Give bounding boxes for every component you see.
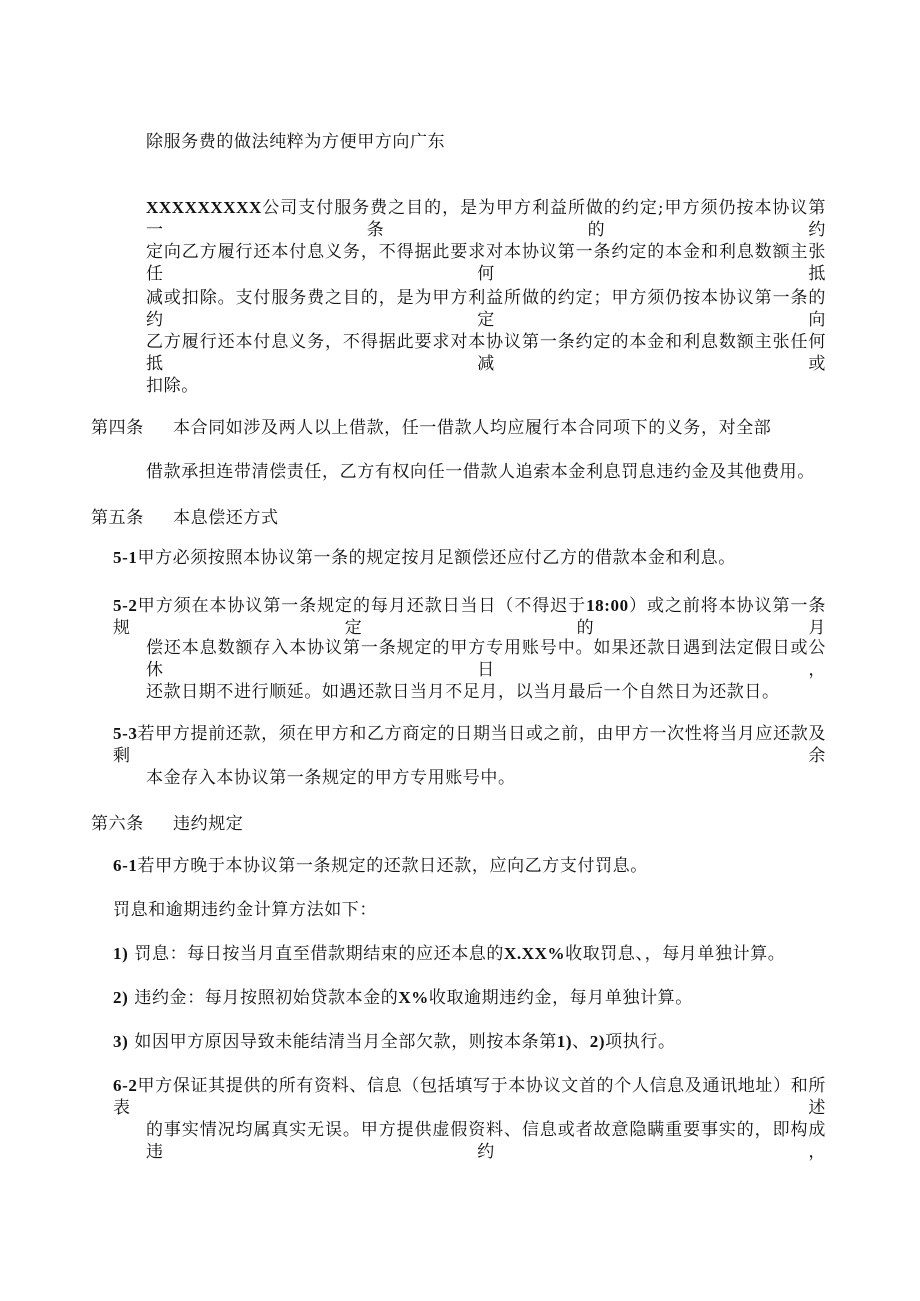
paragraph-line: 偿还本息数额存入本协议第一条规定的甲方专用账号中。如果还款日遇到法定假日或公休日， — [146, 638, 826, 680]
paragraph-line: 乙方履行还本付息义务，不得据此要求对本协议第一条约定的本金和利息数额主张任何抵减或 — [146, 332, 826, 374]
clause-number: 5-3 — [113, 724, 138, 743]
item-number: 2) — [113, 988, 129, 1007]
list-item: 3) 如因甲方原因导致未能结清当月全部欠款，则按本条第1)、2)项执行。 — [113, 1032, 676, 1052]
rate-value: X.XX% — [504, 944, 566, 963]
item-number: 1) — [113, 944, 129, 963]
item-number: 3) — [113, 1032, 129, 1051]
article-label: 第六条 — [91, 814, 144, 834]
calc-method-line: 罚息和逾期违约金计算方法如下： — [113, 900, 377, 920]
paragraph-line: 定向乙方履行还本付息义务，不得据此要求对本协议第一条约定的本金和利息数额主张任何抵 — [146, 242, 826, 284]
clause-number: 5-1 — [113, 548, 138, 567]
clause-number: 6-2 — [113, 1076, 138, 1095]
paragraph-line: XXXXXXXXX公司支付服务费之目的，是为甲方利益所做的约定;甲方须仍按本协议第一条的约 — [146, 198, 826, 240]
article-title: 本息偿还方式 — [173, 508, 279, 528]
intro-line: 除服务费的做法纯粹为方便甲方向广东 — [146, 132, 446, 152]
item-ref: 1) — [556, 1032, 573, 1051]
paragraph-line: 扣除。 — [146, 376, 199, 396]
article-6-heading — [91, 813, 243, 835]
paragraph-line: 的事实情况均属真实无误。甲方提供虚假资料、信息或者故意隐瞒重要事实的，即构成违约， — [146, 1120, 826, 1162]
article-title: 违约规定 — [173, 814, 244, 834]
clause-6-1: 6-1若甲方晚于本协议第一条规定的还款日还款，应向乙方支付罚息。 — [113, 856, 648, 876]
clause-5-2: 5-2甲方须在本协议第一条规定的每月还款日当日（不得迟于18:00）或之前将本协议第一条规定的月 — [113, 596, 826, 638]
article-label: 第四条 — [91, 418, 144, 438]
paragraph-line: 借款承担连带清偿责任，乙方有权向任一借款人追索本金利息罚息违约金及其他费用。 — [146, 462, 815, 482]
clause-6-2: 6-2甲方保证其提供的所有资料、信息（包括填写于本协议文首的个人信息及通讯地址）和所表述 — [113, 1076, 826, 1118]
list-item: 2) 违约金：每月按照初始贷款本金的X%收取逾期违约金，每月单独计算。 — [113, 988, 693, 1008]
article-4-heading: 第四条 本合同如涉及两人以上借款，任一借款人均应履行本合同项下的义务，对全部 — [91, 418, 772, 438]
clause-number: 5-2 — [113, 596, 138, 615]
list-item: 1) 罚息：每日按当月直至借款期结束的应还本息的X.XX%收取罚息、，每月单独计算。 — [113, 944, 786, 964]
clause-number: 6-1 — [113, 856, 138, 875]
article-label: 第五条 — [91, 508, 144, 528]
clause-5-3: 5-3若甲方提前还款，须在甲方和乙方商定的日期当日或之前，由甲方一次性将当月应还款及剩余 — [113, 724, 826, 766]
paragraph-line: 减或扣除。支付服务费之目的，是为甲方利益所做的约定；甲方须仍按本协议第一条的约定向 — [146, 288, 826, 330]
paragraph-line: 本金存入本协议第一条规定的甲方专用账号中。 — [146, 768, 516, 788]
company-placeholder: XXXXXXXXX — [146, 198, 262, 217]
clause-5-1: 5-1甲方必须按照本协议第一条的规定按月足额偿还应付乙方的借款本金和利息。 — [113, 548, 736, 568]
paragraph-line: 还款日期不进行顺延。如遇还款日当月不足月，以当月最后一个自然日为还款日。 — [146, 682, 780, 702]
rate-value: X% — [398, 988, 429, 1007]
article-5-heading — [91, 507, 279, 529]
item-ref: 2) — [589, 1032, 606, 1051]
time-value: 18:00 — [586, 596, 629, 615]
